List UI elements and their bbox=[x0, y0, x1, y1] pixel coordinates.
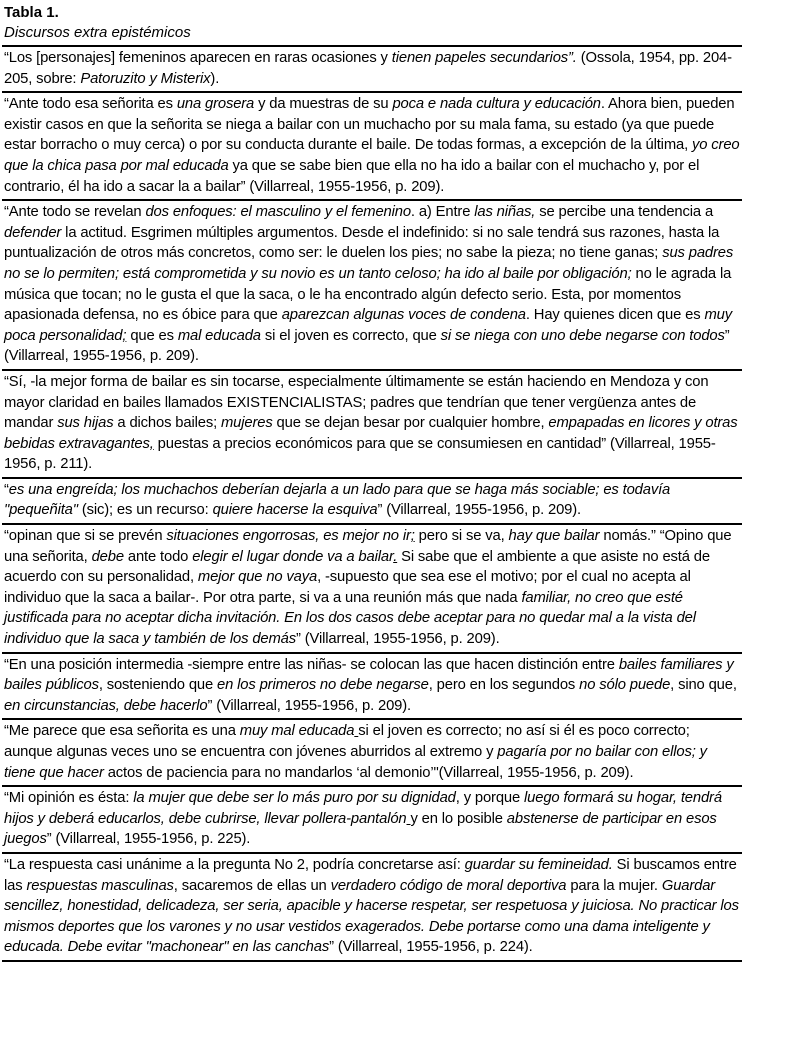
quote-segment: Si buscamos entre las bbox=[4, 856, 737, 894]
quote-segment: es una engreída; los muchachos deberían dejarla a un lado para que se haga más sociable; es todavía "pequeñita" bbox=[4, 481, 671, 519]
quote-segment: en circunstancias, debe hacerlo bbox=[4, 697, 208, 714]
table-row bbox=[2, 47, 742, 93]
quote-segment: , sacaremos de ellas un bbox=[173, 877, 331, 894]
quote-segment: y da muestras de su bbox=[254, 96, 393, 113]
quote-segment: muy poca personalidad bbox=[4, 307, 732, 344]
quote-segment: muy mal educada bbox=[239, 723, 355, 740]
table-row bbox=[2, 525, 742, 654]
quote-segment: puestas a precios económicos para que se consumiesen en cantidad” (Villarreal, 1955-1956, p. 211). bbox=[4, 435, 716, 473]
quote-segment: las niñas, bbox=[474, 204, 536, 221]
quote-segment: actos de paciencia para no mandarlos ‘al demonio’"(Villarreal, 1955-1956, p. 209). bbox=[103, 764, 634, 781]
quote-segment: “La respuesta casi unánime a la pregunta No 2, podría concretarse así: bbox=[4, 856, 465, 873]
quote-segment: si el joven es correcto; no así si él es poco correcto; aunque algunas veces uno se encuentra con jóvenes aburridos al extremo y bbox=[4, 723, 690, 760]
quote-segment: a dichos bailes; bbox=[113, 415, 221, 432]
quote-segment: luego formará su hogar, tendrá hijos y deberá educarlos, debe cubrirse, llevar pollera-pantalón bbox=[4, 790, 722, 827]
table-caption-title: Discursos extra epistémicos bbox=[4, 24, 191, 41]
quote-segment: hay que bailar bbox=[508, 528, 600, 545]
quote-segment: ya que se sabe bien que ella no ha ido a bailar con el muchacho y, por el contrario, él ha ido a sacar la a bailar” (Villarreal, 1955-1956, p. 209). bbox=[4, 157, 700, 195]
quote-segment: verdadero código de moral deportiva bbox=[330, 877, 567, 894]
quote-segment: que es bbox=[126, 327, 178, 344]
quote-segment: Guardar sencillez, honestidad, delicadeza, ser seria, apacible y hacerse respetar, ser respetuosa y juiciosa. No practicar los mismos deportes que los varones y no usar vestidos exagerados. Debe portarse como una dama inteligente y educada. Debe evitar "machonear" en las canchas bbox=[4, 877, 739, 956]
quote-segment: nomás.” “Opino que una señorita, bbox=[4, 528, 732, 565]
quote-segment: ; bbox=[410, 528, 415, 545]
table-row bbox=[2, 371, 742, 479]
quote-segment: debe bbox=[91, 548, 124, 565]
quote-segment: “Me parece que esa señorita es una bbox=[4, 723, 240, 740]
table-row bbox=[2, 201, 742, 371]
quote-segment: que se dejan besar por cualquier hombre, bbox=[272, 415, 549, 432]
quote-segment: abstenerse de participar en esos juegos bbox=[4, 810, 717, 848]
quote-segment: para la mujer. bbox=[566, 877, 662, 894]
quote-segment: “opinan que si se prevén bbox=[4, 528, 167, 545]
quote-segment: elegir el lugar donde va a bailar bbox=[192, 548, 394, 565]
quote-segment: . a) Entre bbox=[410, 204, 475, 221]
quote-segment: . Hay quienes dicen que es bbox=[525, 307, 705, 324]
quote-segment: una grosera bbox=[176, 96, 255, 113]
quote-segment: , -supuesto que sea ese el motivo; por el cual no acepta al individuo que la saca a bailar-. Por otra parte, si va a una reunión más que nada bbox=[4, 569, 691, 606]
quote-segment: bailes familiares y bailes públicos bbox=[4, 656, 734, 694]
quote-segment: defender bbox=[4, 224, 62, 241]
quote-segment: ” (Villarreal, 1955-1956, p. 209). bbox=[4, 327, 730, 365]
quote-segment: guardar su femineidad. bbox=[464, 856, 613, 873]
table-row bbox=[2, 654, 742, 721]
quote-segment: pero si se va, bbox=[414, 528, 509, 545]
quote-segment: (sic); es un recurso: bbox=[77, 502, 213, 519]
quote-segment: . Ahora bien, pueden existir casos en que la señorita se niega a bailar con un muchacho por su mala fama, su estado (ya que puede estar borracho o muy cerca) o por su conducta durante el baile. De todas formas, a excepción de la última, bbox=[4, 96, 735, 154]
table-body bbox=[2, 45, 742, 962]
quote-segment: no le agrada la música que tocan; no le gusta el que la saca, o le ha encontrado algún defecto serio. Esta, por momentos apasionada defensa, no es óbice para que bbox=[4, 265, 732, 324]
quote-segment: si el joven es correcto, que bbox=[260, 327, 441, 344]
quote-segment: mal educada bbox=[177, 327, 261, 344]
quote-segment: situaciones engorrosas, es mejor no ir bbox=[166, 528, 411, 545]
quote-segment: aparezcan algunas voces de condena bbox=[281, 307, 526, 324]
quote-segment: ” (Villarreal, 1955-1956, p. 225). bbox=[46, 831, 251, 848]
quote-segment: ; bbox=[122, 327, 127, 344]
quote-segment: sus padres no se lo permiten; está comprometida y su novio es un tanto celoso; ha ido al baile por obligación; bbox=[4, 245, 734, 282]
quote-segment: la mujer que debe ser lo más puro por su dignidad bbox=[133, 790, 456, 807]
quote-segment: . bbox=[393, 548, 398, 565]
quote-segment: no sólo puede bbox=[579, 677, 671, 694]
quote-segment: “Sí, -la mejor forma de bailar es sin tocarse, especialmente últimamente se están haciendo en Mendoza y con mayor claridad en bailes llamados EXISTENCIALISTAS; padres que tendrían que tener vergüenza antes de mandar bbox=[4, 373, 709, 432]
quote-segment: , y porque bbox=[455, 790, 525, 807]
quote-segment: (Ossola, 1954, pp. 204-205, sobre: bbox=[4, 50, 732, 87]
quote-segment: tienen papeles secundarios”. bbox=[391, 50, 577, 66]
quote-segment: ” (Villarreal, 1955-1956, p. 209). bbox=[207, 697, 411, 714]
table-row bbox=[2, 787, 742, 854]
quote-segment: “En una posición intermedia -siempre entre las niñas- se colocan las que hacen distinción entre bbox=[4, 656, 619, 673]
quote-segment: familiar, no creo que esté justificada para no aceptar dicha invitación. En los dos casos debe aceptar para no quedar mal a la vista del individuo que la saca y también de los demás bbox=[4, 589, 696, 648]
quote-segment: “Ante todo esa señorita es bbox=[4, 96, 177, 113]
quote-segment: se percibe una tendencia a bbox=[535, 204, 714, 221]
quote-segment: y en lo posible bbox=[410, 810, 507, 827]
quote-segment: “Ante todo se revelan bbox=[4, 204, 146, 221]
quote-segment: yo creo que la chica pasa por mal educada bbox=[4, 137, 740, 174]
quote-segment: mejor que no vaya bbox=[197, 569, 318, 586]
quote-segment: respuestas masculinas bbox=[26, 877, 174, 894]
quote-segment: , sosteniendo que bbox=[98, 677, 218, 694]
quote-segment: , bbox=[149, 435, 154, 452]
table-row bbox=[2, 854, 742, 962]
quote-segment: ” (Villarreal, 1955-1956, p. 209). bbox=[377, 502, 581, 519]
quote-segment: Si sabe que el ambiente a que asiste no está de acuerdo con su personalidad, bbox=[4, 548, 710, 586]
table-row bbox=[2, 93, 742, 201]
quote-segment: sus hijas bbox=[57, 415, 114, 432]
quote-segment: Patoruzito y Misterix bbox=[80, 70, 211, 87]
quote-segment: ” (Villarreal, 1955-1956, p. 224). bbox=[329, 939, 533, 956]
table-row bbox=[2, 479, 742, 525]
quote-segment: “Mi opinión es ésta: bbox=[4, 790, 134, 807]
quote-segment: , pero en los segundos bbox=[428, 677, 580, 694]
quote-segment: pagaría por no bailar con ellos; y tiene que hacer bbox=[4, 744, 707, 781]
quote-segment: poca e nada cultura y educación bbox=[392, 96, 601, 113]
quote-segment: la actitud. Esgrimen múltiples argumentos. Desde el indefinido: si no sale tendrá sus razones, hasta la puntualización de otros más concretos, como ser: le duelen los pies; no sabe la pieza; no tiene ganas; bbox=[4, 224, 720, 262]
quote-segment: quiere hacerse la esquiva bbox=[212, 502, 378, 519]
quote-segment: empapadas en licores y otras bebidas extravagantes bbox=[4, 415, 738, 452]
quote-segment: ” (Villarreal, 1955-1956, p. 209). bbox=[295, 631, 500, 648]
quote-segment: “Los [personajes] femeninos aparecen en raras ocasiones y bbox=[4, 50, 392, 66]
quote-segment: ante todo bbox=[123, 548, 193, 565]
quote-segment: , sino que, bbox=[670, 677, 737, 694]
quote-segment: “ bbox=[4, 481, 9, 498]
quote-segment: dos enfoques: el masculino y el femenino bbox=[145, 204, 411, 221]
quote-segment: si se niega con uno debe negarse con todos bbox=[440, 327, 725, 344]
quote-segment: ). bbox=[210, 70, 220, 87]
table-caption-number: Tabla 1. bbox=[4, 4, 59, 21]
quote-segment: mujeres bbox=[221, 415, 273, 432]
quote-segment: en los primeros no debe negarse bbox=[217, 677, 429, 694]
table-row bbox=[2, 720, 742, 787]
